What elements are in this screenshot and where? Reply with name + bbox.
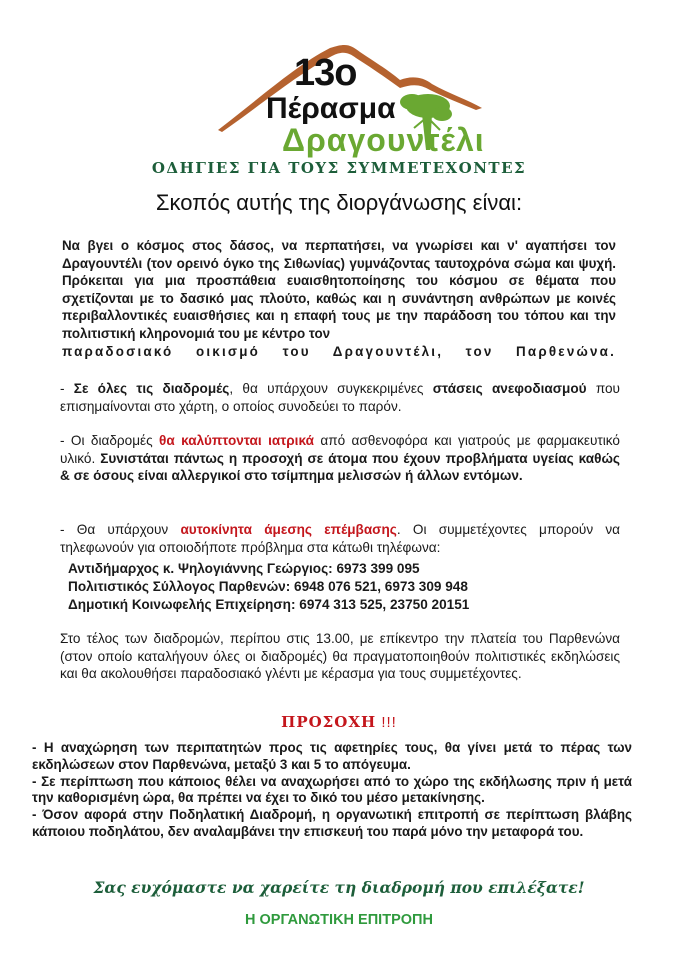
attention-heading [0,713,678,731]
contact-item: Πολιτιστικός Σύλλογος Παρθενών: 6948 076 521, 6973 309 948 [68,579,468,594]
bullet-dash: - [60,381,74,396]
attention-exclaim: !!! [376,714,397,731]
purpose-text: Να βγει ο κόσμος στος δάσος, να περπατήσει, να γνωρίσει και ν' αγαπήσει τον Δραγουντέλι (τον ορεινό όγκο της Σιθωνίας) γυμνάζοντας ταυτοχρόνα σώμα και ψυχή. Πρόκειται για μια προσπάθεια ευαισθητοποίησης του κόσμου σε θέματα που σχετίζονται με το δασικό μας πλούτο, καθώς και η συνάντηση ανθρώπων με κοινές περιβαλλοντικές ευαισθήσιες και η επαφή τους με την παράδοση του τόπου και την πολιτιστική κληρονομιά του με κέντρο τον [62,238,616,341]
refreshment-stops: στάσεις ανεφοδιασμού [432,381,587,396]
emergency-highlight: αυτοκίνητα άμεσης επέμβασης [180,522,397,537]
instructions-subtitle: ΟΔΗΓΙΕΣ ΓΙΑ ΤΟΥΣ ΣΥΜΜΕΤΕΧΟΝΤΕΣ [151,159,527,177]
purpose-paragraph [62,237,616,360]
medical-text-end: από ασθενοφόρα και γιατρούς με φαρμακευτικό υλικό. [60,433,620,466]
attention-note: - Η αναχώρηση των περιπατητών προς τις αφετηρίες τους, θα γίνει μετά το πέρας των εκδηλώσεων στον Παρθενώνα, μεταξύ 3 και 5 το απόγευμα. [32,740,632,772]
purpose-heading: Σκοπός αυτής της διοργάνωσης είναι: [155,190,523,215]
closing-wish: Σας ευχόμαστε να χαρείτε τη διαδρομή που επιλέξατε! [93,878,585,897]
medical-section [60,432,620,485]
purpose-last-line: παραδοσιακό οικισμό του Δραγουντέλι, τον Παρθενώνα. [62,343,616,359]
closing-events-paragraph: Στο τέλος των διαδρομών, περίπου στις 13.00, με επίκεντρο την πλατεία του Παρθενώνα (στον οποίο καταλήγουν όλες οι διαδρομές) θα πραγματοποιηθούν πολιτιστικές εκδηλώσεις και θα ακολουθήσει παραδοσιακό γλέντι με κέρασμα για τους συμμετέχοντες. [60,631,620,681]
medical-warning: Συνιστάται πάντως η προσοχή σε άτομα που έχουν προβλήματα υγείας καθώς & σε όσους είναι αλλεργικοί στο τσίμπημα μελισσών ή άλλων εντόμων. [60,450,620,483]
contact-item: Αντιδήμαρχος κ. Ψηλογιάννης Γεώργιος: 6973 399 095 [68,561,420,576]
contacts-list [68,560,469,614]
contact-item: Δημοτική Κοινωφελής Επιχείρηση: 6974 313 525, 23750 20151 [68,597,470,612]
medical-text: - Οι διαδρομές [60,433,160,448]
organizer-signature: Η ΟΡΓΑΝΩΤΙΚΗ ΕΠΙΤΡΟΠΗ [245,912,433,928]
refreshment-text-end: που επισημαίνονται στο χάρτη, ο οποίος συνοδεύει το παρόν. [60,381,620,414]
refreshment-bold: Σε όλες τις διαδρομές [73,381,230,396]
medical-highlight: θα καλύπτονται ιατρικά [159,433,314,448]
logo-edition: 13ο [294,52,357,94]
emergency-text: - Θα υπάρχουν [60,522,181,537]
logo-place: Δραγουντέλι [282,122,485,158]
logo-title: Πέρασμα [266,92,396,125]
event-logo [200,18,490,158]
refreshment-section [60,380,620,415]
emergency-section [60,521,620,556]
refreshment-text: , θα υπάρχουν συγκεκριμένες [229,381,433,396]
attention-note: - Όσον αφορά στην Ποδηλατική Διαδρομή, η οργανωτική επιτροπή σε περίπτωση βλάβης κάποιου ποδηλάτου, δεν αναλαμβάνει την επισκευή του παρά μόνο την μεταφορά του. [32,807,632,839]
attention-notes [32,740,632,841]
emergency-text-end: . Οι συμμετέχοντες μπορούν να τηλεφωνούν για οποιοδήποτε πρόβλημα στα κάτωθι τηλέφωνα: [60,522,620,555]
attention-title: ΠΡΟΣΟΧΗ [281,713,377,731]
attention-note: - Σε περίπτωση που κάποιος θέλει να αναχωρήσει από το χώρο της εκδήλωσης πριν ή μετά την καθορισμένη ώρα, θα πρέπει να έχει το δικό του μέσο μετακίνησης. [32,773,632,806]
